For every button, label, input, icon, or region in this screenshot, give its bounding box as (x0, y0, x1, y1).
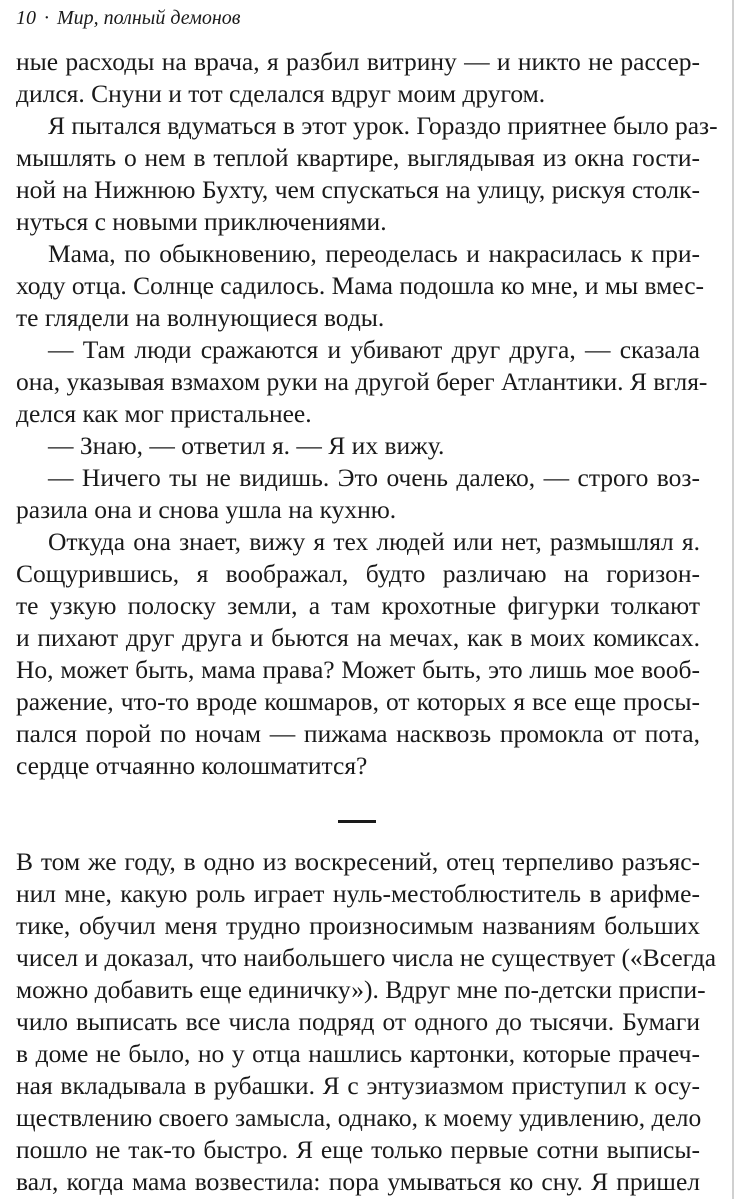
text-line: можно добавить еще единичку»). Вдруг мне по-детски приспи- (16, 975, 706, 1004)
text-line: в доме не было, но у отца нашлись картонки, которые прачеч- (16, 1039, 700, 1068)
text-block-after-break (16, 846, 717, 1198)
header-separator: · (44, 7, 49, 29)
text-line: ные расходы на врача, я разбил витрину — и никто не рассер- (16, 47, 700, 76)
text-line: Сощурившись, я воображал, будто различаю на горизон- (16, 559, 700, 588)
text-line: чило выписать все числа подряд от одного до тысячи. Бумаги (16, 1007, 700, 1036)
paragraph-first-line: В том же году, в одно из воскресений, отец терпеливо разъяс- (16, 847, 700, 876)
text-line: ражение, что-то вроде кошмаров, от которых я все еще просы- (16, 687, 700, 716)
text-line: и пихают друг друга и бьются на мечах, как в моих комиксах. (16, 623, 700, 652)
paragraph-last-line: те глядели на волнующиеся воды. (16, 303, 385, 332)
text-line: тике, обучил меня трудно произносимым названиям больших (16, 911, 700, 940)
section-break-rule (338, 820, 376, 823)
paragraph-last-line: дился. Снуни и тот сделался вдруг моим другом. (16, 79, 546, 108)
text-line: она, указывая взмахом руки на другой берег Атлантики. Я вгля- (16, 367, 708, 396)
dialogue-line: — Ничего ты не видишь. Это очень далеко, — строго воз- (48, 463, 700, 492)
text-line: те узкую полоску земли, а там крохотные фигурки толкают (16, 591, 700, 620)
text-line: ной на Нижнюю Бухту, чем спускаться на улицу, рискуя столк- (16, 175, 700, 204)
paragraph-first-line: Откуда она знает, вижу я тех людей или нет, размышлял я. (48, 527, 700, 556)
book-title: Мир, полный демонов (57, 7, 241, 29)
paragraph-last-line: нуться с новыми приключениями. (16, 207, 387, 236)
text-line: ществлению своего замысла, однако, к моему удивлению, дело (16, 1103, 702, 1132)
text-line: мышлять о нем в теплой квартире, выглядывая из окна гости- (16, 143, 700, 172)
text-line: пался порой по ночам — пижама насквозь промокла от пота, (16, 719, 700, 748)
paragraph-last-line: делся как мог пристальнее. (16, 399, 312, 428)
text-line: ходу отца. Солнце садилось. Мама подошла ко мне, и мы вмес- (16, 271, 705, 300)
paragraph-last-line: разила она и снова ушла на кухню. (16, 495, 397, 524)
text-line: нил мне, какую роль играет нуль-местоблюститель в арифме- (16, 879, 700, 908)
text-line: чисел и доказал, что наибольшего числа не существует («Всегда (16, 943, 717, 972)
text-line: вал, когда мама возвестила: пора умываться ко сну. Я пришел (16, 1167, 700, 1196)
paragraph-first-line: Я пытался вдуматься в этот урок. Гораздо приятнее было раз- (48, 111, 718, 140)
page-number: 10 (16, 7, 36, 29)
dialogue-line: — Знаю, — ответил я. — Я их вижу. (48, 431, 445, 460)
text-line: Но, может быть, мама права? Может быть, это лишь мое вооб- (16, 655, 700, 684)
dialogue-line: — Там люди сражаются и убивают друг друга, — сказала (48, 335, 700, 364)
paragraph-first-line: Мама, по обыкновению, переоделась и накрасилась к при- (48, 239, 700, 268)
text-line: ная вкладывала в рубашки. Я с энтузиазмом приступил к осу- (16, 1071, 700, 1100)
text-line: пошло не так-то быстро. Я еще только первые сотни выписы- (16, 1135, 700, 1164)
text-block-before-break (16, 46, 718, 782)
running-head (16, 6, 240, 30)
paragraph-last-line: сердце отчаянно колошматится? (16, 751, 368, 780)
